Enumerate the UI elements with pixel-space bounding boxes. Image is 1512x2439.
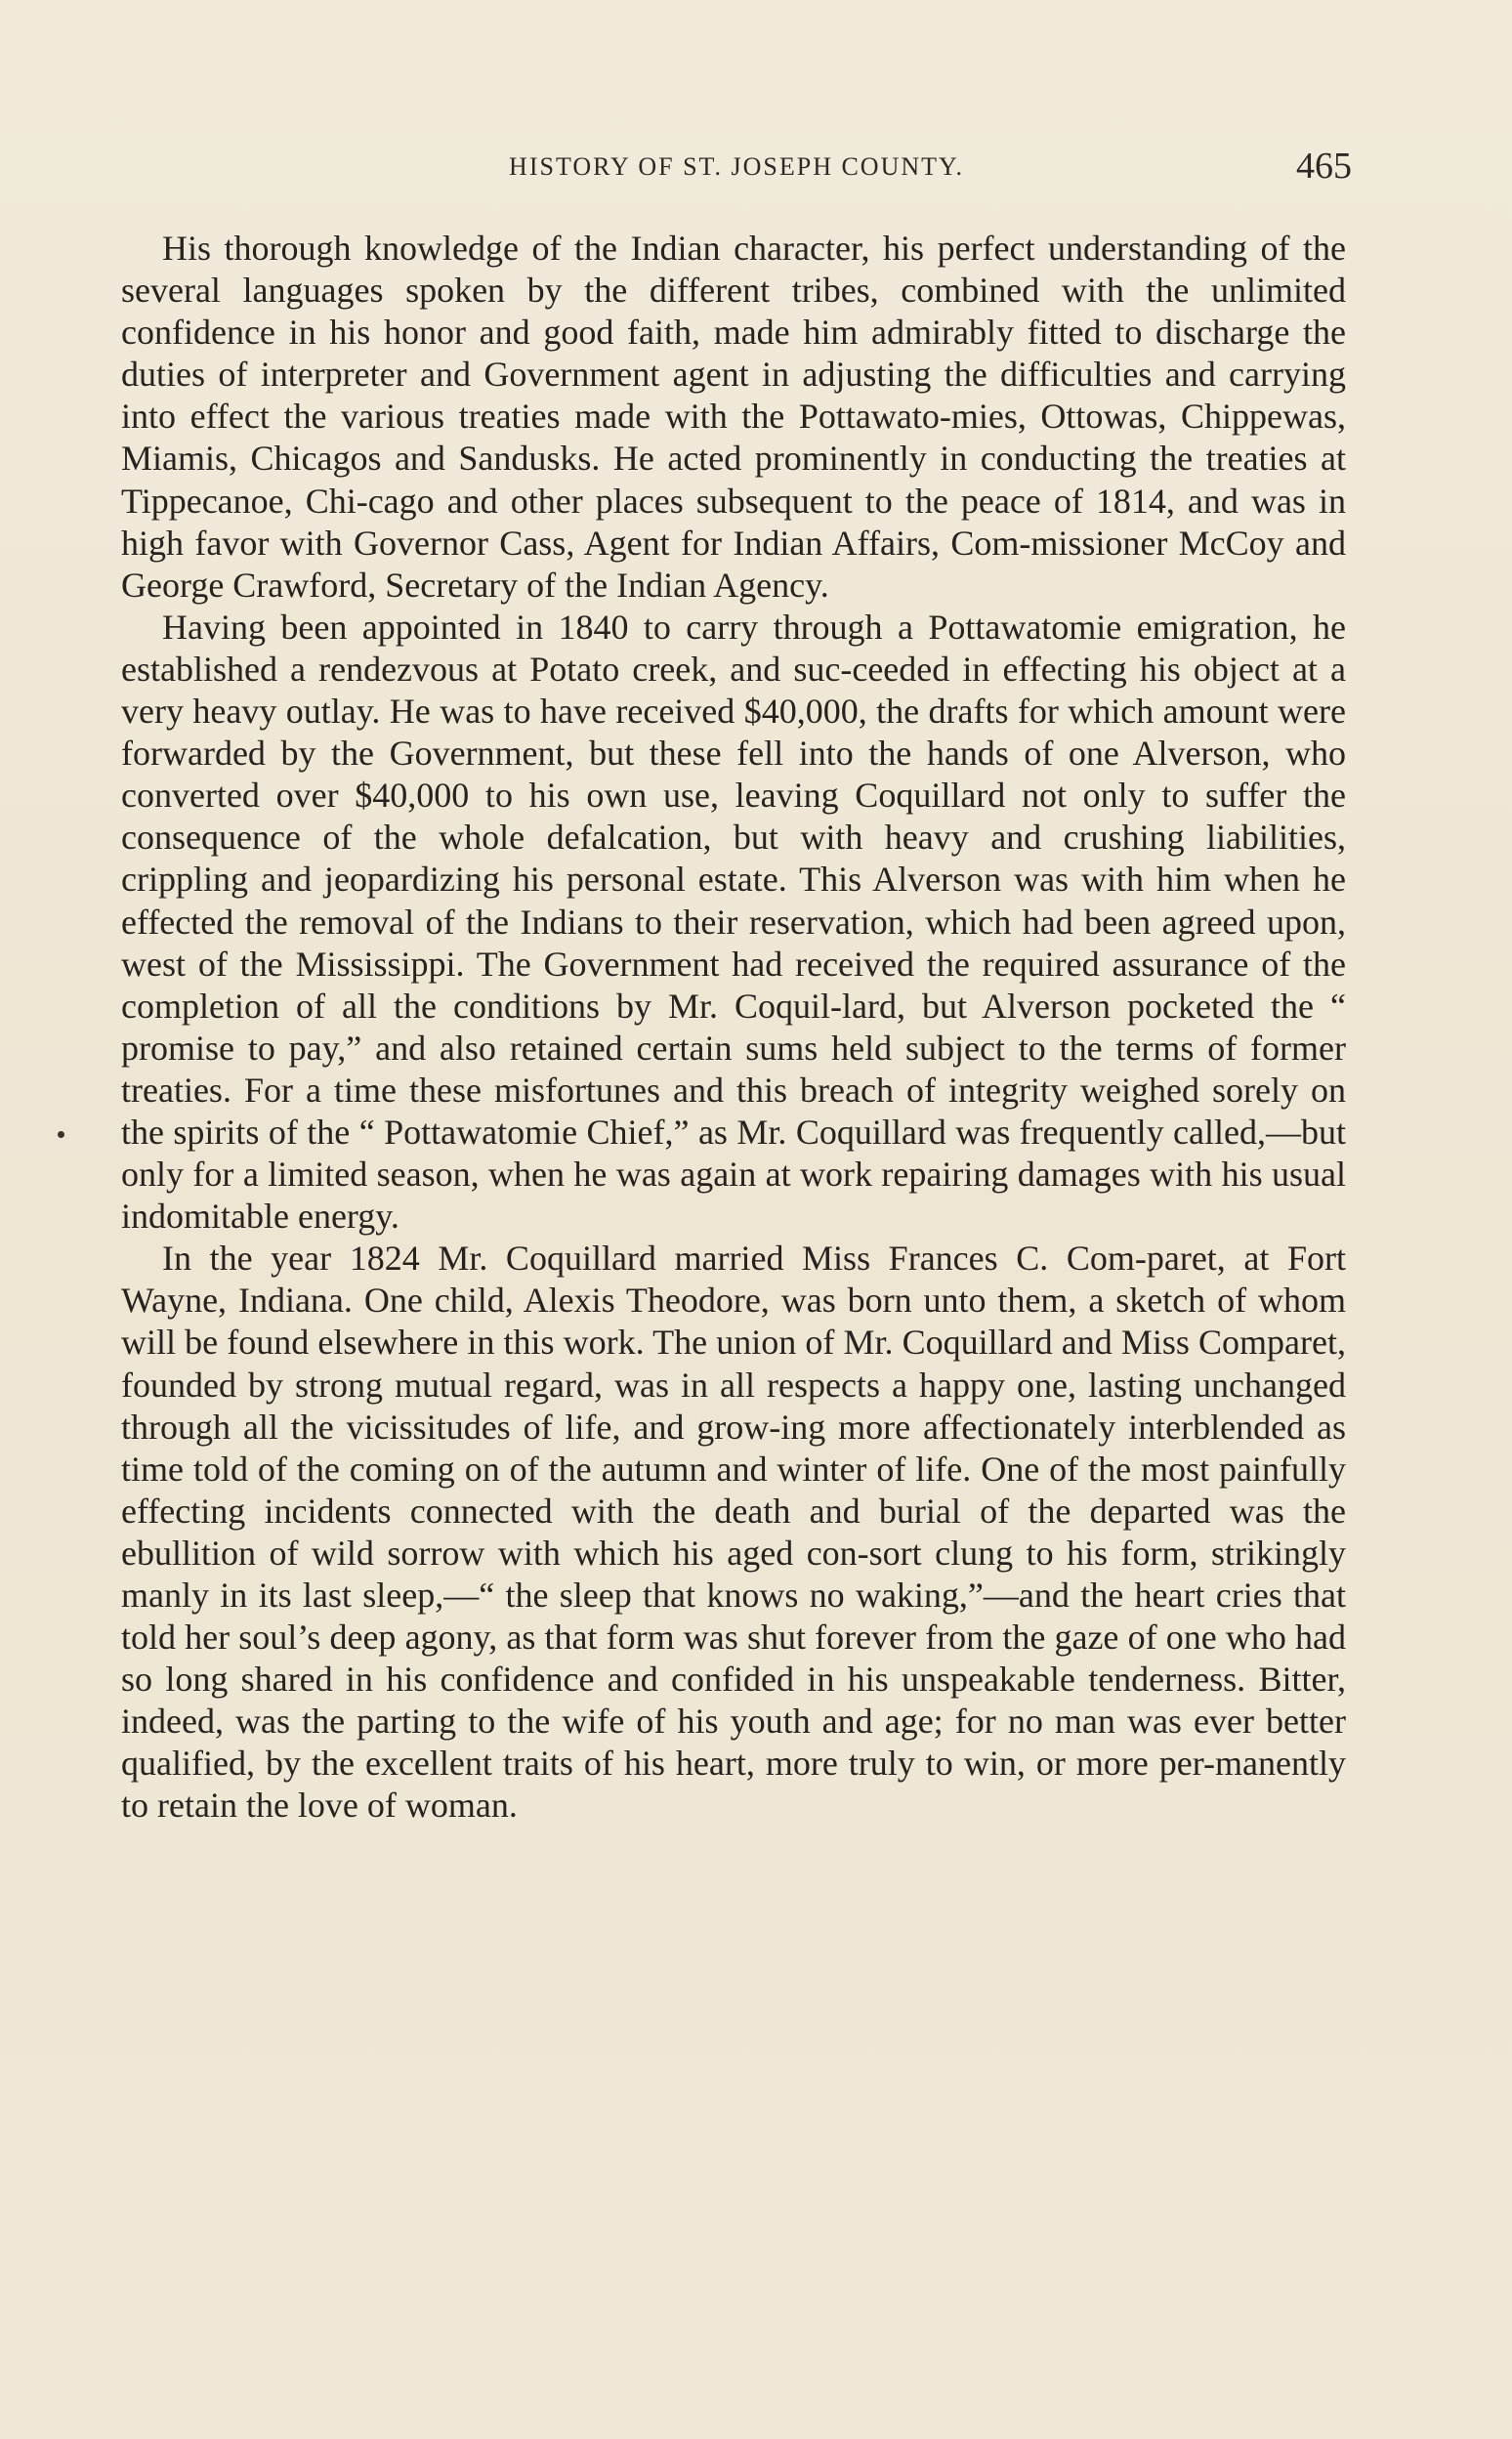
paragraph: Having been appointed in 1840 to carry through a Pottawatomie emigration, he established a rendezvous at Potato creek, and suc-ceeded in effecting his object at a very heavy outlay. He was to have received $40,000, the drafts for which amount were forwarded by the Government, but these fell into the hands of one Alverson, who converted over $40,000 to his own use, leaving Coquillard not only to suffer the consequence of the whole defalcation, but with heavy and crushing liabilities, crippling and jeopardizing his personal estate. This Alverson was with him when he effected the removal of the Indians to their reservation, which had been agreed upon, west of the Mississippi. The Government had received the required assurance of the completion of all the conditions by Mr. Coquil-lard, but Alverson pocketed the “ promise to pay,” and also retained certain sums held subject to the terms of former treaties. For a time these misfortunes and this breach of integrity weighed sorely on the spirits of the “ Pottawatomie Chief,” as Mr. Coquillard was frequently called,—but only for a limited season, when he was again at work repairing damages with his usual indomitable energy. <box>121 607 1346 1237</box>
margin-dot-mark <box>58 1131 64 1138</box>
body-text <box>121 228 1346 1828</box>
paragraph: In the year 1824 Mr. Coquillard married Miss Frances C. Com-paret, at Fort Wayne, Indiana. One child, Alexis Theodore, was born unto them, a sketch of whom will be found elsewhere in this work. The union of Mr. Coquillard and Miss Comparet, founded by strong mutual regard, was in all respects a happy one, lasting unchanged through all the vicissitudes of life, and grow-ing more affectionately interblended as time told of the coming on of the autumn and winter of life. One of the most painfully effecting incidents connected with the death and burial of the departed was the ebullition of wild sorrow with which his aged con-sort clung to his form, strikingly manly in its last sleep,—“ the sleep that knows no waking,”—and the heart cries that told her soul’s deep agony, as that form was shut forever from the gaze of one who had so long shared in his confidence and confided in his unspeakable tenderness. Bitter, indeed, was the parting to the wife of his youth and age; for no man was ever better qualified, by the excellent traits of his heart, more truly to win, or more per-manently to retain the love of woman. <box>121 1239 1346 1826</box>
paragraph: His thorough knowledge of the Indian character, his perfect understanding of the several languages spoken by the different tribes, combined with the unlimited confidence in his honor and good faith, made him admirably fitted to discharge the duties of interpreter and Government agent in adjusting the difficulties and carrying into effect the various treaties made with the Pottawato-mies, Ottowas, Chippewas, Miamis, Chicagos and Sandusks. He acted prominently in conducting the treaties at Tippecanoe, Chi-cago and other places subsequent to the peace of 1814, and was in high favor with Governor Cass, Agent for Indian Affairs, Com-missioner McCoy and George Crawford, Secretary of the Indian Agency. <box>121 229 1346 605</box>
page-number: 465 <box>1296 146 1352 187</box>
running-title: HISTORY OF ST. JOSEPH COUNTY. <box>509 152 964 181</box>
running-header <box>121 145 1352 193</box>
